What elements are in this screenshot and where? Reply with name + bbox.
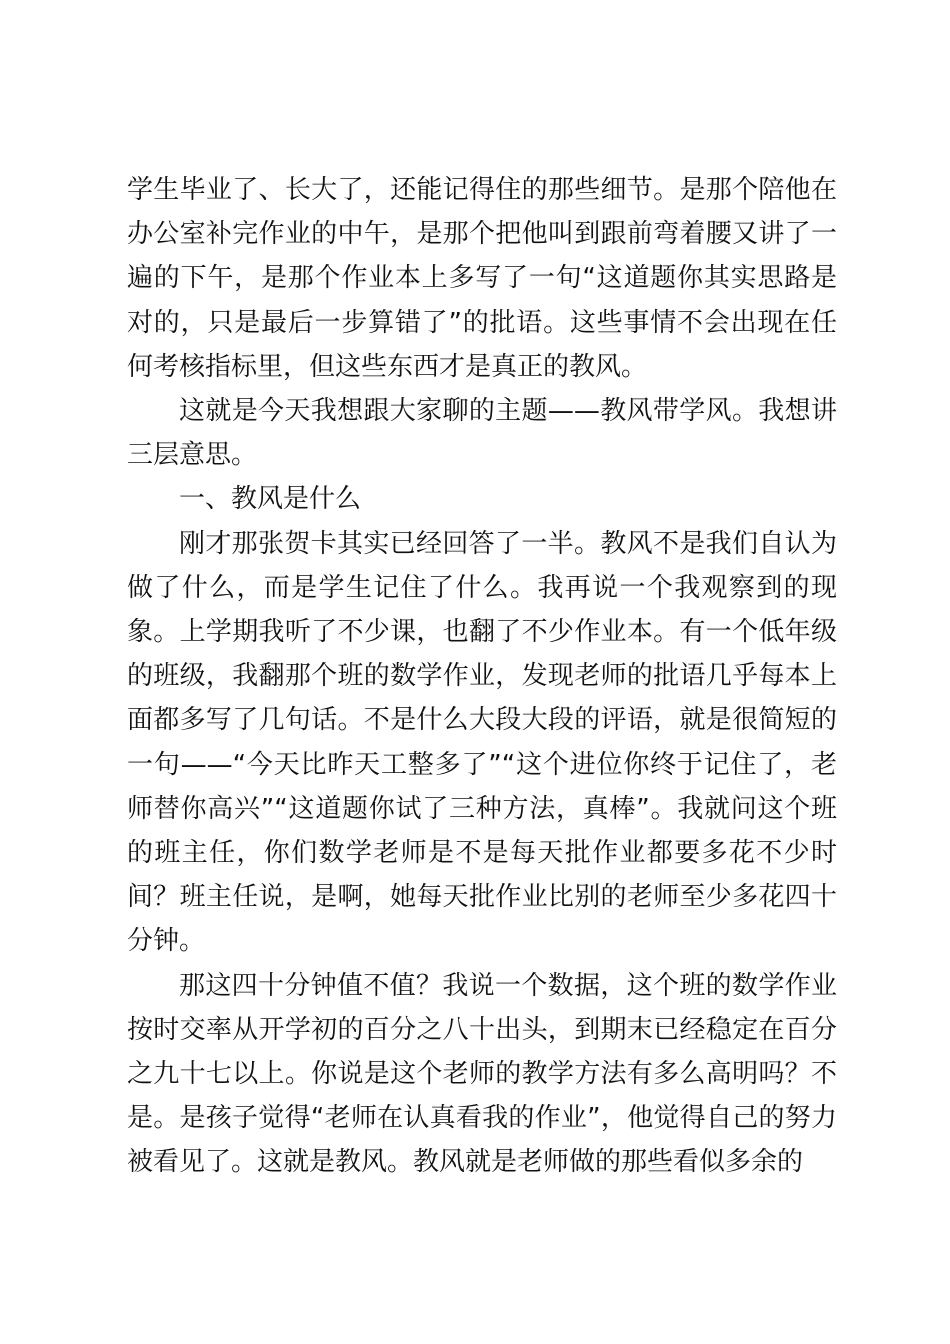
paragraph-data: 那这四十分钟值不值？我说一个数据，这个班的数学作业按时交率从开学初的百分之八十出头，到期末已经稳定在百分之九十七以上。你说是这个老师的教学方法有多么高明吗？不是。是孩子觉得“老师在认真看我的作业”，他觉得自己的努力被看见了。这就是教风。教风就是老师做的那些看似多余的	[127, 970, 837, 1178]
paragraph-continuation: 学生毕业了、长大了，还能记得住的那些细节。是那个陪他在办公室补完作业的中午，是那个把他叫到跟前弯着腰又讲了一遍的下午，是那个作业本上多写了一句“这道题你其实思路是对的，只是最后一步算错了”的批语。这些事情不会出现在任何考核指标里，但这些东西才是真正的教风。	[127, 175, 837, 382]
document-body	[127, 168, 837, 1185]
paragraph-observation: 刚才那张贺卡其实已经回答了一半。教风不是我们自认为做了什么，而是学生记住了什么。我再说一个我观察到的现象。上学期我听了不少课，也翻了不少作业本。有一个低年级的班级，我翻那个班的数学作业，发现老师的批语几乎每本上面都多写了几句话。不是什么大段大段的评语，就是很简短的一句——“今天比昨天工整多了”“这个进位你终于记住了，老师替你高兴”“这道题你试了三种方法，真棒”。我就问这个班的班主任，你们数学老师是不是每天批作业都要多花不少时间？班主任说，是啊，她每天批作业比别的老师至少多花四十分钟。	[127, 528, 837, 957]
section-heading: 一、教风是什么	[179, 484, 362, 515]
paragraph-topic: 这就是今天我想跟大家聊的主题——教风带学风。我想讲三层意思。	[127, 396, 837, 471]
